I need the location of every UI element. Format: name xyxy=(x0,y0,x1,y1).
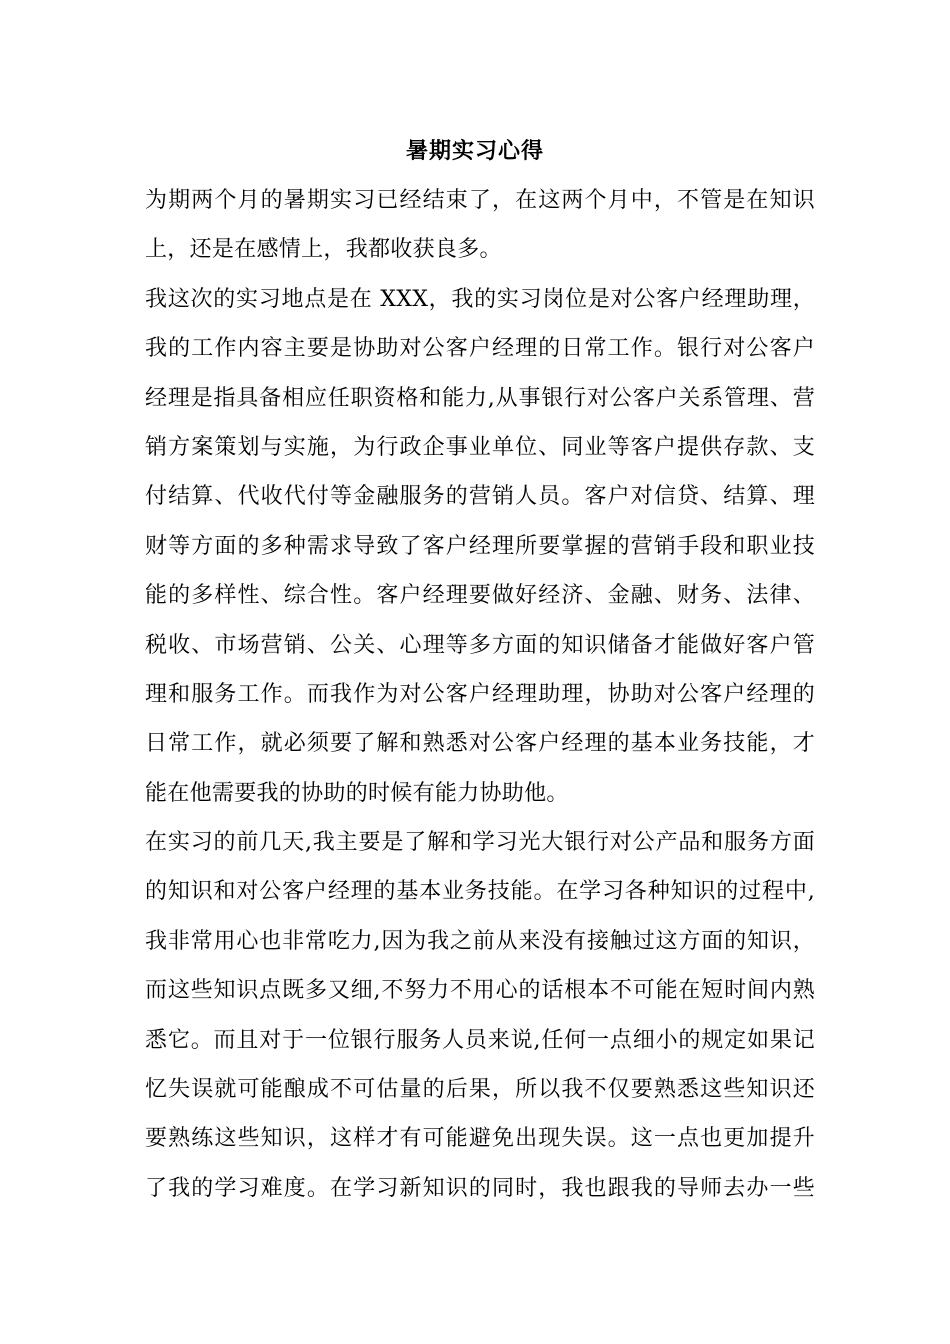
body-text-line: 日常工作，就必须要了解和熟悉对公客户经理的基本业务技能，才 xyxy=(145,731,815,757)
body-text-line: 为期两个月的暑期实习已经结束了，在这两个月中，不管是在知识 xyxy=(145,188,815,213)
document-title: 暑期实习心得 xyxy=(405,138,544,164)
body-text-line: 税收、市场营销、公关、心理等多方面的知识储备才能做好客户管 xyxy=(145,632,815,658)
body-text-line: 要熟练这些知识，这样才有可能避免出现失误。这一点也更加提升 xyxy=(145,1126,815,1152)
body-text-line: 销方案策划与实施，为行政企事业单位、同业等客户提供存款、支 xyxy=(145,434,815,460)
document-body xyxy=(145,182,815,1219)
body-text-line: 悉它。而且对于一位银行服务人员来说,任何一点细小的规定如果记 xyxy=(145,1027,815,1053)
body-text-line: 的知识和对公客户经理的基本业务技能。在学习各种知识的过程中, xyxy=(145,879,815,905)
body-text-line: 付结算、代收代付等金融服务的营销人员。客户对信贷、结算、理 xyxy=(145,484,815,510)
body-text-line: 了我的学习难度。在学习新知识的同时，我也跟我的导师去办一些 xyxy=(145,1175,815,1201)
body-text-line: 能的多样性、综合性。客户经理要做好经济、金融、财务、法律、 xyxy=(145,583,815,609)
body-text-line: 忆失误就可能酿成不可估量的后果，所以我不仅要熟悉这些知识还 xyxy=(145,1077,815,1103)
body-text-line: 而这些知识点既多又细,不努力不用心的话根本不可能在短时间内熟 xyxy=(145,978,815,1004)
body-text-line: 我非常用心也非常吃力,因为我之前从来没有接触过这方面的知识， xyxy=(145,928,815,954)
body-text-line: 上，还是在感情上，我都收获良多。 xyxy=(145,237,502,263)
body-text-line: 我的工作内容主要是协助对公客户经理的日常工作。银行对公客户 xyxy=(145,336,815,362)
body-text-line: 理和服务工作。而我作为对公客户经理助理，协助对公客户经理的 xyxy=(145,681,815,707)
body-text-line: 能在他需要我的协助的时候有能力协助他。 xyxy=(145,780,569,806)
body-text-line: 我这次的实习地点是在 XXX，我的实习岗位是对公客户经理助理， xyxy=(145,286,815,312)
body-text-line: 经理是指具备相应任职资格和能力,从事银行对公客户关系管理、营 xyxy=(145,385,815,411)
body-text-line: 财等方面的多种需求导致了客户经理所要掌握的营销手段和职业技 xyxy=(145,533,815,559)
body-text-line: 在实习的前几天,我主要是了解和学习光大银行对公产品和服务方面 xyxy=(145,830,815,856)
